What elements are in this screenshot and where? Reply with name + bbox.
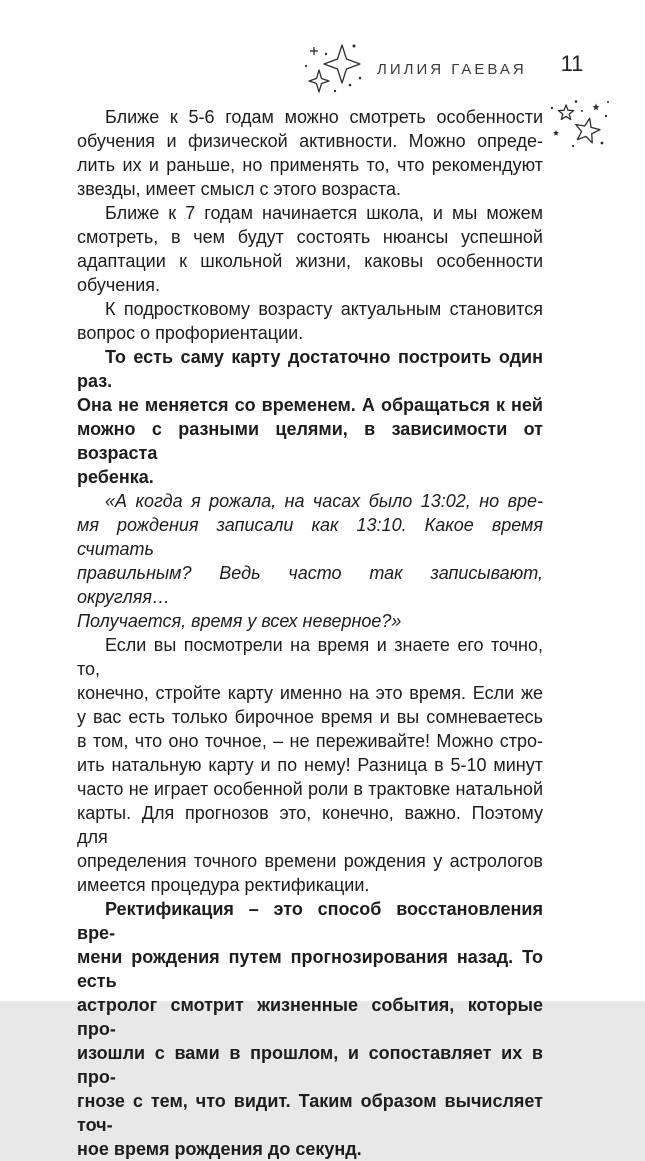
text-line: определения точного времени рождения у астрологов — [77, 851, 543, 871]
paragraph — [77, 105, 543, 201]
text-line: изошли с вами в прошлом, и сопоставляет их в про- — [77, 1043, 543, 1087]
text-line: Ближе к 7 годам начинается школа, и мы можем — [105, 203, 543, 223]
text-line: мени рождения путем прогнозирования назад. То есть — [77, 947, 543, 991]
text-line: можно с разными целями, в зависимости от возраста — [77, 419, 543, 463]
paragraph — [77, 897, 543, 1161]
paragraph — [77, 297, 543, 345]
quote-paragraph — [77, 489, 543, 633]
sparkles-stars-icon — [302, 38, 366, 105]
text-line: правильным? Ведь часто так записывают, округляя… — [77, 563, 543, 607]
text-line: смотреть, в чем будут состоять нюансы успешной — [77, 227, 543, 247]
text-line: звезды, имеет смысл с этого возраста. — [77, 179, 401, 199]
text-line: конечно, стройте карту именно на это время. Если же — [77, 683, 543, 703]
text-line: карты. Для прогнозов это, конечно, важно. Поэтому для — [77, 803, 543, 847]
page-number: 11 — [560, 51, 584, 76]
text-line: К подростковому возрасту актуальным становится — [105, 299, 543, 319]
text-line: обучения и физической активности. Можно опреде- — [77, 131, 543, 151]
text-line: лить их и раньше, но применять то, что рекомендуют — [77, 155, 543, 175]
text-line: Если вы посмотрели на время и знаете его точно, то, — [77, 635, 543, 679]
text-line: ить натальную карту и по нему! Разница в 5-10 минут — [77, 755, 543, 775]
text-line: Она не меняется со временем. А обращаться к ней — [77, 395, 543, 415]
running-head-author: ЛИЛИЯ ГАЕВАЯ — [377, 61, 527, 78]
text-line: астролог смотрит жизненные события, которые про- — [77, 995, 543, 1039]
body-text-column — [77, 105, 543, 1161]
text-line: адаптации к школьной жизни, каковы особенности — [77, 251, 543, 271]
text-line: Ближе к 5-6 годам можно смотреть особенности — [105, 107, 543, 127]
text-line: обучения. — [77, 275, 161, 295]
paragraph — [77, 633, 543, 897]
paragraph — [77, 345, 543, 489]
text-line: То есть саму карту достаточно построить один раз. — [77, 347, 543, 391]
text-line: вопрос о профориентации. — [77, 323, 304, 343]
star-cluster-icon — [549, 99, 611, 160]
text-line: часто не играет особенной роли в трактовке натальной — [77, 779, 543, 799]
text-line: в том, что оно точное, – не переживайте! Можно стро- — [77, 731, 543, 751]
paragraph — [77, 201, 543, 297]
text-line: Получается, время у всех неверное?» — [77, 611, 402, 631]
text-line: ребенка. — [77, 467, 154, 487]
text-line: Ректификация – это способ восстановления вре- — [77, 899, 543, 943]
text-line: у вас есть только бирочное время и вы сомневаетесь — [77, 707, 543, 727]
text-line: мя рождения записали как 13:10. Какое время считать — [77, 515, 543, 559]
text-line: ное время рождения до секунд. — [77, 1139, 362, 1159]
text-line: имеется процедура ректификации. — [77, 875, 370, 895]
text-line: «А когда я рожала, на часах было 13:02, но вре- — [105, 491, 543, 511]
text-line: гнозе с тем, что видит. Таким образом вычисляет точ- — [77, 1091, 543, 1135]
